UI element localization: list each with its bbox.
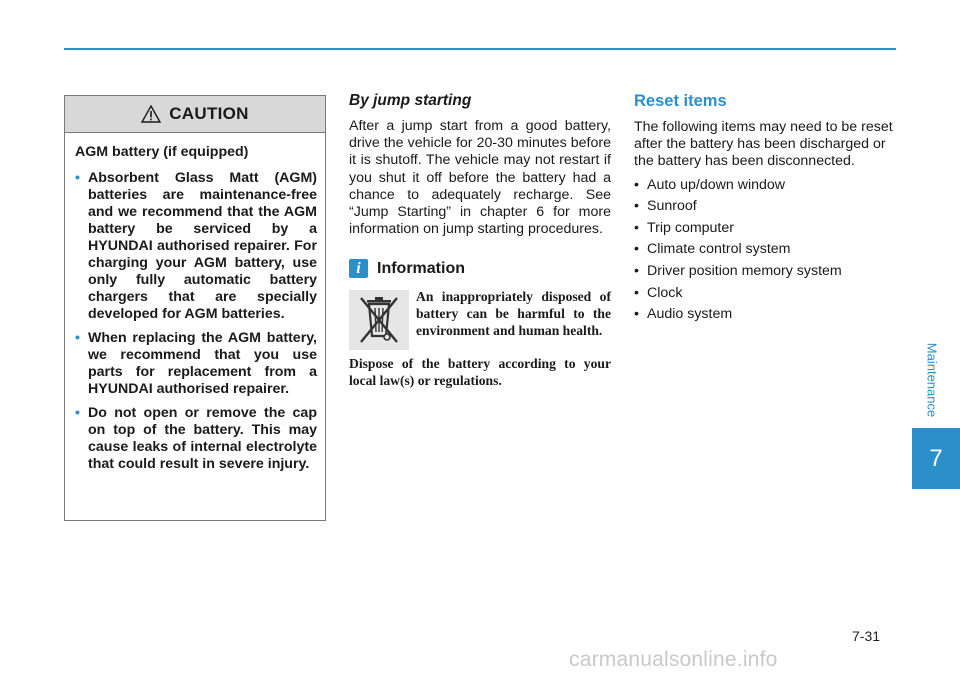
info-text: An inappropriately disposed of battery can be harmful to the environment and human health. <box>416 289 611 339</box>
info-block <box>349 288 611 350</box>
list-item: • Audio system <box>634 306 733 323</box>
caution-box <box>64 95 326 521</box>
reset-section <box>634 92 896 328</box>
info-title: Information <box>377 259 465 277</box>
list-item: • Trip computer <box>634 219 734 236</box>
bullet-dot-icon: • <box>75 170 80 186</box>
caution-title: CAUTION <box>169 104 249 123</box>
chapter-tab: 7 <box>912 428 960 489</box>
caution-item: • Absorbent Glass Matt (AGM) batteries are maintenance-free and we recommend that the AGM battery be serviced by a HYUNDAI authorised repairer. For charging your AGM battery, use only fully automatic battery chargers that are specially developed for AGM batteries. <box>75 170 317 322</box>
info-icon: i <box>349 259 368 278</box>
crossed-out-bin-icon <box>349 290 409 350</box>
page-number: 7-31 <box>852 628 881 644</box>
caution-item: • When replacing the AGM battery, we recommend that you use parts for replacement from a HYUNDAI authorised repairer. <box>75 330 317 397</box>
bullet-dot-icon: • <box>75 330 80 346</box>
watermark: carmanualsonline.info <box>569 648 778 671</box>
jump-heading: By jump starting <box>349 92 472 109</box>
list-item: • Driver position memory system <box>634 262 842 279</box>
reset-intro: The following items may need to be reset after the battery has been discharged or the battery has been disconnected. <box>634 119 893 170</box>
section-side-label: Maintenance <box>924 342 940 418</box>
warning-triangle-icon <box>141 105 161 123</box>
caution-list <box>75 170 317 473</box>
info-footer: Dispose of the battery according to your local law(s) or regulations. <box>349 356 611 389</box>
list-item: • Climate control system <box>634 241 791 258</box>
caution-intro: AGM battery (if equipped) <box>75 144 249 160</box>
reset-list <box>634 177 896 324</box>
jump-start-section <box>349 92 611 389</box>
list-item: • Clock <box>634 284 683 301</box>
reset-heading: Reset items <box>634 92 727 110</box>
jump-text: After a jump start from a good battery, drive the vehicle for 20-30 minutes before it is shutoff. The vehicle may not restart if you shut it off before the battery had a chance to adequately recharge. See “Jump Starting” in chapter 6 for more information on jump starting procedures. <box>349 118 611 238</box>
bullet-dot-icon: • <box>75 405 80 421</box>
caution-item: • Do not open or remove the cap on top of the battery. This may cause leaks of internal electrolyte that could result in severe injury. <box>75 405 317 472</box>
caution-header <box>65 96 325 133</box>
top-rule <box>64 48 896 50</box>
list-item: • Sunroof <box>634 198 697 215</box>
list-item: • Auto up/down window <box>634 176 786 193</box>
info-header <box>349 259 611 278</box>
